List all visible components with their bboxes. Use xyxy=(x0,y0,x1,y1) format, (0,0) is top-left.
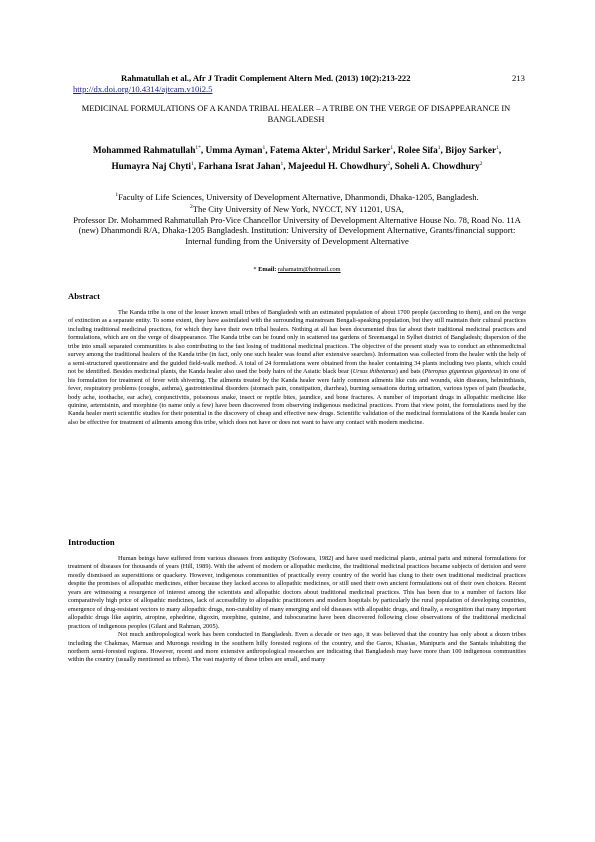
author-name: Soheli A. Chowdhury xyxy=(394,161,480,172)
email-label: Email: xyxy=(258,266,277,273)
author-affiliation-mark: 1 xyxy=(262,145,266,151)
email-line: * Email: rahamatm@hotmail.com xyxy=(253,266,341,273)
introduction-heading: Introduction xyxy=(68,537,115,547)
paper-title: MEDICINAL FORMULATIONS OF A KANDA TRIBAL HEALER – A TRIBE ON THE VERGE OF DISAPPEARANCE IN BANGLADESH xyxy=(81,104,511,124)
affiliation-1: $^1$Faculty of Life Sciences, University of Development Alternative, Dhanmondi, Dhaka-1205, Bangladesh. xyxy=(115,191,479,202)
author-affiliation-mark: 1 xyxy=(191,160,194,167)
correspondence-address: Professor Dr. Mohammed Rahmatullah Pro-Vice Chancellor University of Development Alternative House No. 78, Road No. 11A (new) Dhanmondi R/A, Dhaka-1205 Bangladesh. Institution: University of Development Alternative, Grants/financial support: Internal funding from the University of Development Alternative xyxy=(73,214,521,246)
page-number: 213 xyxy=(512,73,525,83)
author-affiliation-mark: 2 xyxy=(387,160,391,167)
author-affiliation-mark: 1 xyxy=(280,160,284,167)
affiliations xyxy=(68,190,526,246)
author-affiliation-mark: 2 xyxy=(479,160,483,167)
author-name: Humayra Naj Chyti xyxy=(111,161,191,172)
abstract-text: The Kanda tribe is one of the lesser known small tribes of Bangladesh with an estimated population of about 1700 people (according to them), and on the verge of extinction as a separate entity. To some extent, they have assimilated with the surrounding mainstream Bengali-speaking population, but they still maintain their cultural practices including traditional medicinal practices, for which they have their own tribal healers. Nothing at all has been documented thus far about their traditional medicinal practices and formulations, which are on the verge of disappearance. The Kanda tribe can be found only in scattered tea gardens of Sreemangal in Sylhet district of Bangladesh; dispersion of the tribe into small separated communities is also contributing to the fast losing of traditional medicinal practices. The objective of the present study was to conduct an ethnomedicinal survey among the traditional healers of the Kanda tribe (in fact, only one such healer was found after extensive searches). Information was collected from the healer with the help of a semi-structured questionnaire and the guided field-walk method. A total of 24 formulations were obtained from the healer containing 34 plants including two plants, which could not be identified. Besides medicinal plants, the Kanda healer also used the body hairs of the Asiatic black bear (Ursus thibetanus) and bats (Pteropus giganteus giganteus) in one of his formulation for treatment of fever with shivering. The ailments treated by the Kanda healer were fairly common ailments like cuts and wounds, skin diseases, helminthiasis, fever, respiratory problems (coughs, asthma), gastrointestinal disorders (stomach pain, constipation, diarrhea), burning sensations during urination, various types of pain (headache, body ache, toothache, ear ache), conjunctivitis, poisonous snake, insect or reptile bites, jaundice, and bone fractures. A number of important drugs in allopathic medicine like quinine, artemisinin, and morphine (to name only a few) have been discovered from observing indigenous medicinal practices. From that view point, the formulations used by the Kanda healer merit scientific studies for their potential in the discovery of cheap and effective new drugs. Scientific validation of the medicinal formulations of the Kanda healer can also be effective for treatment of ailments among this tribe, which does not have or does not want to have any contact with modern medicine. xyxy=(68,309,527,426)
author-name: Mridul Sarker xyxy=(332,146,391,157)
affiliation-2: $^2$The City University of New York, NYCCT, NY 11201, USA, xyxy=(190,204,404,215)
author-affiliation-mark: 1 xyxy=(496,145,499,151)
introduction-text xyxy=(68,555,526,665)
email-link[interactable]: rahamatm@hotmail.com xyxy=(277,266,341,273)
running-head: Rahmatullah et al., Afr J Tradit Complement Altern Med. (2013) 10(2):213-222 xyxy=(121,73,411,83)
author-affiliation-mark: 1 xyxy=(390,145,394,151)
author-name: Farhana Israt Jahan xyxy=(198,161,281,172)
intro-paragraph-1: Human beings have suffered from various diseases from antiquity (Sofowara, 1982) and have used medicinal plants, animal parts and mineral formulations for treatment of diseases for thousands of years (Hill, 1989). With the advent of modern or allopathic medicine, the traditional medicinal practices became subjects of derision and were mostly dismissed as superstitions or quackery. However, indigenous communities of practically every country of the world has clung to their own traditional medicinal practices despite the promises of allopathic medicines, either because they lacked access to allopathic medicines, or still used their own ancient formulations out of their own choices. Recent years are witnessing a resurgence of interest among the scientists and allopathic doctors about traditional medicinal practices. This has been due to a number of factors like comparatively high price of allopathic medicines, lack of accessibility to allopathic practitioners and modern hospitals by particularly the rural population of developing countries, emergence of drug-resistant vectors to many allopathic drugs, non-curability of many emerging and old diseases with allopathic drugs, and finally, a recognition that many important allopathic drugs like aspirin, atropine, ephedrine, digoxin, morphine, quinine, and tubocurarine have been discovered following close observations of the traditional medicinal practices of indigenous peoples (Gilani and Rahman, 2005). xyxy=(68,555,526,630)
author-affiliation-mark: 1 xyxy=(324,145,328,151)
author-name: Umma Ayman xyxy=(205,146,263,157)
author-name: Fatema Akter xyxy=(269,146,325,157)
intro-paragraph-2: Not much anthropological work has been conducted in Bangladesh. Even a decade or two ago, it was believed that the country has only about a dozen tribes including the Chakmas, Marmas and Murongs residing in the southern hilly forested regions of the country, and the Garos, Khasias, Manipuris and the Santals inhabiting the northern semi-forested regions. However, recent and more extensive anthropological researches are indicating that Bangladesh may have more than 100 indigenous communities within the country (usually mentioned as tribes). The vast majority of these tribes are small, and many xyxy=(68,631,526,664)
author-name: Bijoy Sarker xyxy=(445,146,497,157)
author-affiliation-mark: 1* xyxy=(195,145,201,151)
author-name: Rolee Sifa xyxy=(397,146,438,157)
author-name: Majeedul H. Chowdhury xyxy=(287,161,388,172)
author-affiliation-mark: 1 xyxy=(437,145,441,151)
author-name: Mohammed Rahmatullah xyxy=(92,146,196,157)
doi-link[interactable]: http://dx.doi.org/10.4314/ajtcam.v10i2.5 xyxy=(73,84,213,94)
author-list: Mohammed Rahmatullah$^{1*}$, Umma Ayman$^1$, Fatema Akter$^1$, Mridul Sarker$^1$, Rolee Sifa$^1$, Bijoy Sarker$^1$, Humayra Naj Chyti$^1$, Farhana Israt Jahan$^1$, Majeedul H. Chowdhury$^2$, Soheli A. Chowdhury$^2$ xyxy=(92,145,502,172)
abstract-heading: Abstract xyxy=(68,291,100,301)
